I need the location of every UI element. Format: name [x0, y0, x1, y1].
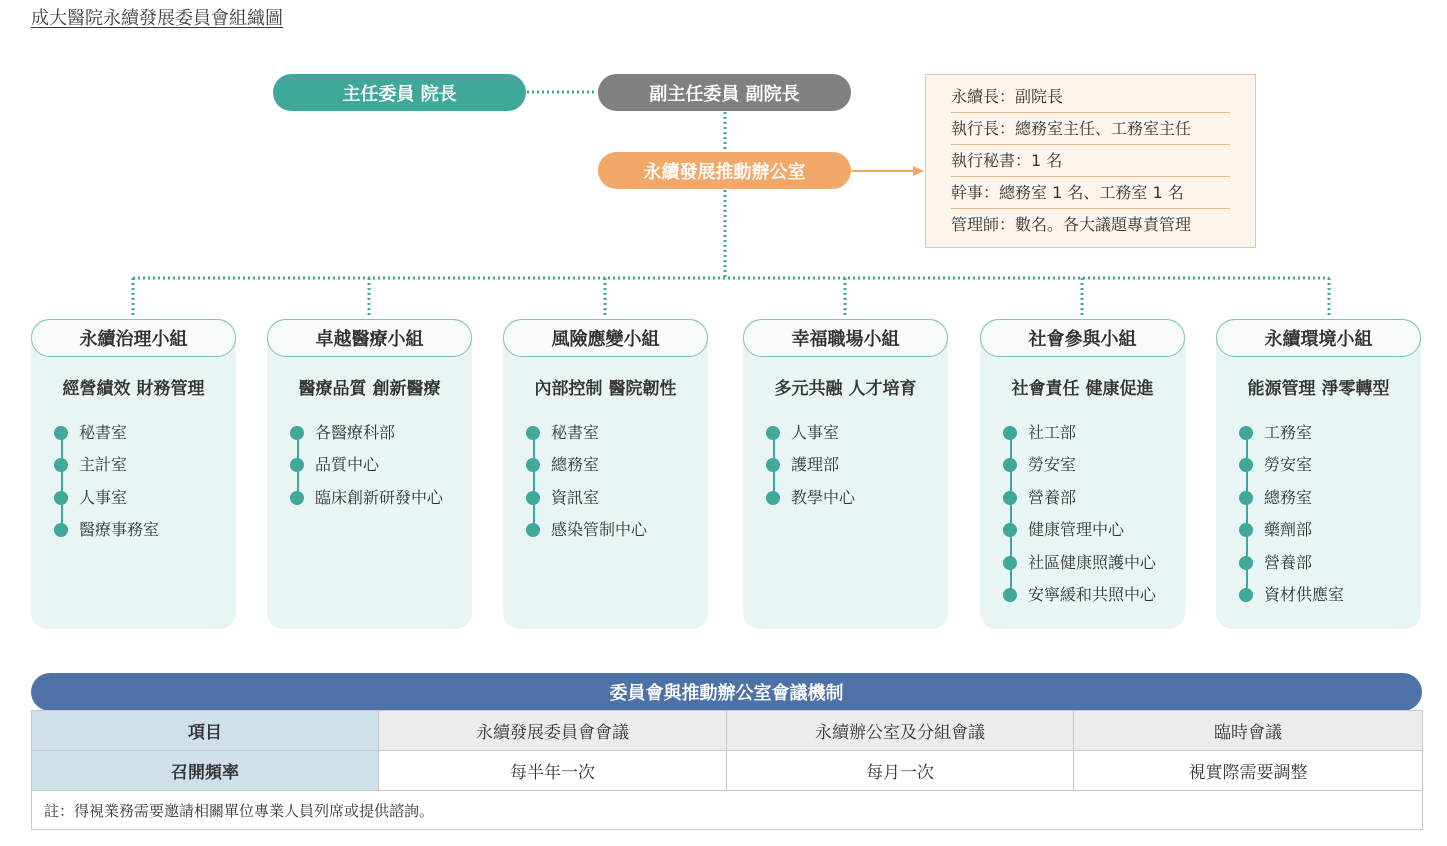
- list-item: 資材供應室: [1264, 579, 1421, 611]
- office-role-ceo: 永續長：副院長: [951, 81, 1230, 113]
- group-theme: 內部控制 醫院韌性: [534, 379, 677, 399]
- list-item: 感染管制中心: [551, 514, 708, 546]
- bullet-dot-icon: [526, 523, 540, 537]
- office-info-arrowhead: [913, 166, 924, 176]
- member-list: [1216, 417, 1421, 611]
- bullet-dot-icon: [766, 458, 780, 472]
- group-governance: [31, 319, 236, 629]
- list-item: 秘書室: [79, 417, 236, 449]
- list-item: 藥劑部: [1264, 514, 1421, 546]
- bullet-dot-icon: [1003, 491, 1017, 505]
- bullet-dot-icon: [1003, 523, 1017, 537]
- list-item: 營養部: [1028, 482, 1185, 514]
- member-list: [267, 417, 472, 514]
- member-rail: [61, 431, 63, 528]
- bullet-dot-icon: [1003, 426, 1017, 440]
- frequency-header-cell: 召開頻率: [32, 751, 379, 791]
- list-item: 總務室: [551, 449, 708, 481]
- bullet-dot-icon: [54, 458, 68, 472]
- office-role-manager: 管理師：數名。各大議題專責管理: [951, 215, 1192, 234]
- list-item: 品質中心: [315, 449, 472, 481]
- list-item: 安寧緩和共照中心: [1028, 579, 1185, 611]
- table-row: [32, 711, 1423, 751]
- bullet-dot-icon: [1003, 588, 1017, 602]
- bullet-dot-icon: [54, 426, 68, 440]
- member-rail: [533, 431, 535, 528]
- list-item: 護理部: [791, 449, 948, 481]
- group-theme: 能源管理 淨零轉型: [1247, 379, 1390, 399]
- list-item: 健康管理中心: [1028, 514, 1185, 546]
- bullet-dot-icon: [526, 491, 540, 505]
- office-role-executive: 執行長：總務室主任、工務室主任: [951, 113, 1230, 145]
- bullet-dot-icon: [526, 426, 540, 440]
- bullet-dot-icon: [290, 491, 304, 505]
- group-risk-response: [503, 319, 708, 629]
- bullet-dot-icon: [54, 491, 68, 505]
- bullet-dot-icon: [1239, 458, 1253, 472]
- bullet-dot-icon: [766, 426, 780, 440]
- list-item: 人事室: [791, 417, 948, 449]
- list-item: 資訊室: [551, 482, 708, 514]
- list-item: 總務室: [1264, 482, 1421, 514]
- table-row: [32, 751, 1423, 791]
- list-item: 秘書室: [551, 417, 708, 449]
- meeting-committee-cell: 永續發展委員會會議: [379, 711, 727, 751]
- group-happy-workplace: [743, 319, 948, 629]
- bullet-dot-icon: [526, 458, 540, 472]
- item-header-cell: 項目: [32, 711, 379, 751]
- group-theme: 多元共融 人才培育: [774, 379, 917, 399]
- group-social-participation: [980, 319, 1185, 629]
- group-title: 永續治理小組: [31, 319, 236, 357]
- meeting-table: [31, 710, 1423, 830]
- member-list: [980, 417, 1185, 611]
- meeting-note: 註：得視業務需要邀請相關單位專業人員列席或提供諮詢。: [32, 791, 1423, 830]
- office-role-secretary: 執行秘書：1 名: [951, 145, 1230, 177]
- list-item: 工務室: [1264, 417, 1421, 449]
- group-theme: 經營績效 財務管理: [62, 379, 205, 399]
- office-node: 永續發展推動辦公室: [598, 152, 851, 189]
- bullet-dot-icon: [1003, 556, 1017, 570]
- group-title: 永續環境小組: [1216, 319, 1421, 357]
- bullet-dot-icon: [766, 491, 780, 505]
- list-item: 勞安室: [1028, 449, 1185, 481]
- group-theme: 社會責任 健康促進: [1011, 379, 1154, 399]
- bullet-dot-icon: [1003, 458, 1017, 472]
- member-list: [743, 417, 948, 514]
- office-roles-box: [925, 74, 1256, 248]
- chair-node: 主任委員 院長: [273, 74, 526, 111]
- group-theme: 醫療品質 創新醫療: [298, 379, 441, 399]
- frequency-committee-cell: 每半年一次: [379, 751, 727, 791]
- frequency-adhoc-cell: 視實際需要調整: [1074, 751, 1423, 791]
- vice-chair-node: 副主任委員 副院長: [598, 74, 851, 111]
- list-item: 社區健康照護中心: [1028, 547, 1185, 579]
- meeting-adhoc-cell: 臨時會議: [1074, 711, 1423, 751]
- office-role-officer: 幹事：總務室 1 名、工務室 1 名: [951, 177, 1230, 209]
- list-item: 營養部: [1264, 547, 1421, 579]
- group-title: 幸福職場小組: [743, 319, 948, 357]
- list-item: 勞安室: [1264, 449, 1421, 481]
- bullet-dot-icon: [290, 426, 304, 440]
- meeting-section-title: 委員會與推動辦公室會議機制: [31, 673, 1422, 711]
- group-medical-excellence: [267, 319, 472, 629]
- list-item: 教學中心: [791, 482, 948, 514]
- group-title: 社會參與小組: [980, 319, 1185, 357]
- bullet-dot-icon: [1239, 588, 1253, 602]
- list-item: 社工部: [1028, 417, 1185, 449]
- group-sustainable-environment: [1216, 319, 1421, 629]
- group-title: 風險應變小組: [503, 319, 708, 357]
- list-item: 臨床創新研發中心: [315, 482, 472, 514]
- bullet-dot-icon: [1239, 523, 1253, 537]
- bullet-dot-icon: [54, 523, 68, 537]
- bullet-dot-icon: [1239, 426, 1253, 440]
- list-item: 醫療事務室: [79, 514, 236, 546]
- list-item: 各醫療科部: [315, 417, 472, 449]
- group-title: 卓越醫療小組: [267, 319, 472, 357]
- member-list: [503, 417, 708, 547]
- meeting-office-cell: 永續辦公室及分組會議: [727, 711, 1074, 751]
- list-item: 主計室: [79, 449, 236, 481]
- bullet-dot-icon: [1239, 556, 1253, 570]
- list-item: 人事室: [79, 482, 236, 514]
- bullet-dot-icon: [1239, 491, 1253, 505]
- frequency-office-cell: 每月一次: [727, 751, 1074, 791]
- member-list: [31, 417, 236, 547]
- table-row: [32, 791, 1423, 830]
- page-title: 成大醫院永續發展委員會組織圖: [31, 8, 283, 29]
- bullet-dot-icon: [290, 458, 304, 472]
